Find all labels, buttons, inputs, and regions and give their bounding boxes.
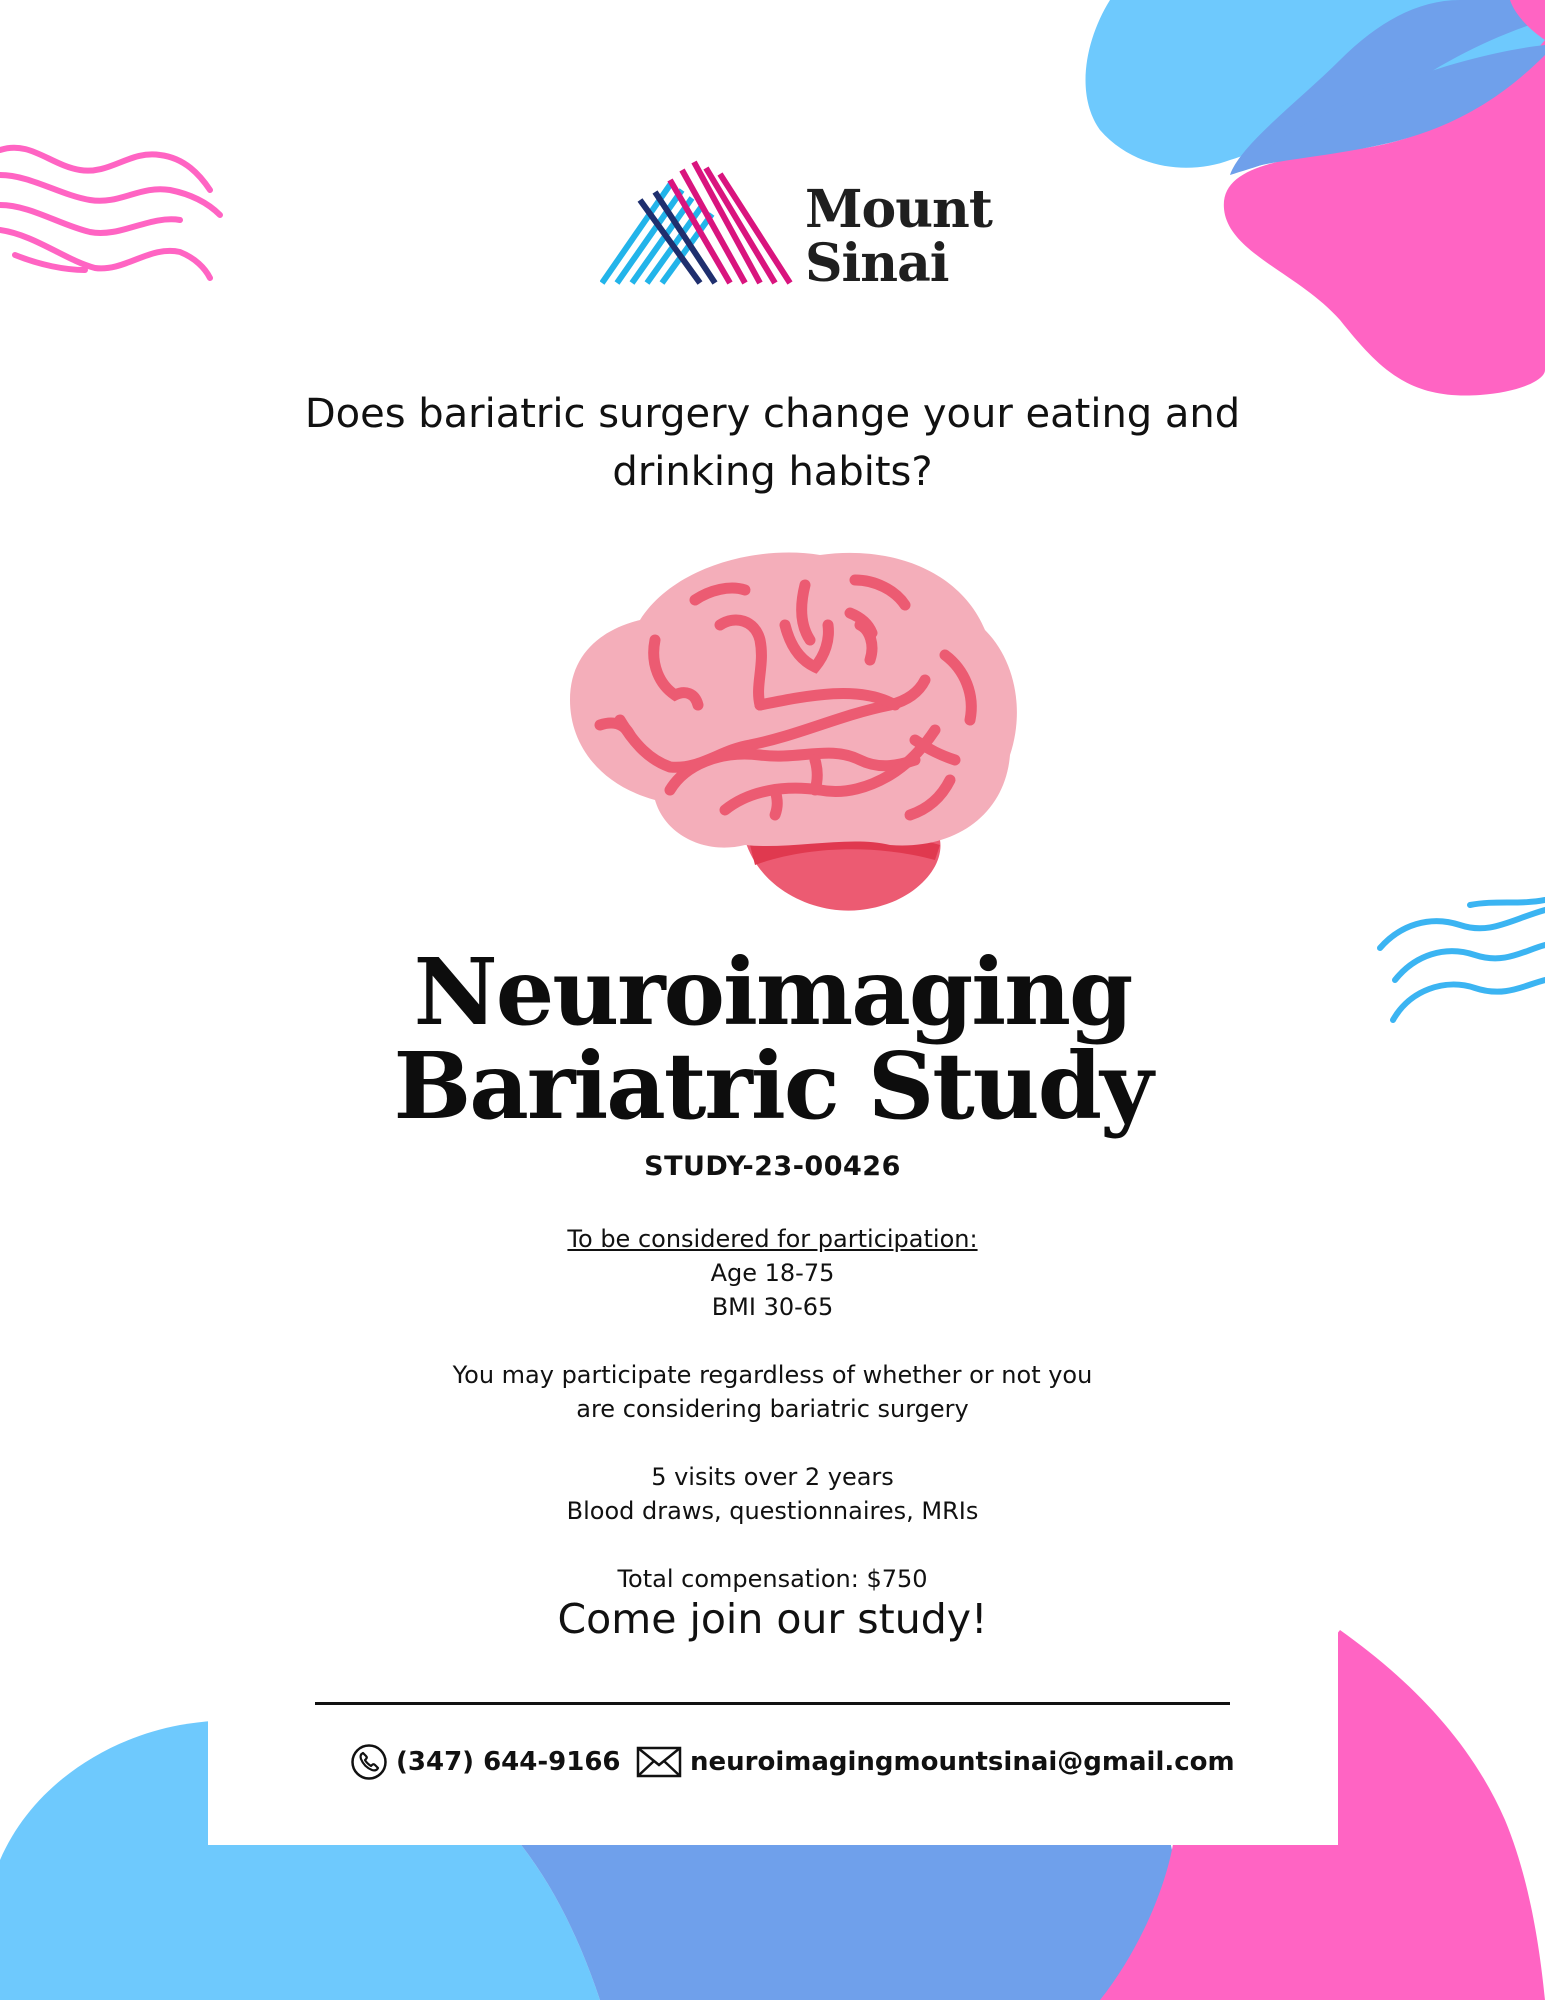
question-line-1: Does bariatric surgery change your eating and <box>304 391 1241 437</box>
eligibility-line-2: are considering bariatric surgery <box>576 1395 969 1423</box>
procedures-detail: Blood draws, questionnaires, MRIs <box>566 1497 979 1525</box>
phone-icon <box>350 1743 388 1781</box>
email-contact[interactable] <box>636 1740 1235 1784</box>
phone-contact[interactable] <box>350 1740 621 1784</box>
title-line-2: Bariatric Study <box>393 1032 1152 1140</box>
visits-detail: 5 visits over 2 years <box>651 1463 894 1491</box>
question-line-2: drinking habits? <box>612 449 933 495</box>
study-id: STUDY-23-00426 <box>644 1151 901 1182</box>
criteria-heading: To be considered for participation: <box>567 1225 978 1253</box>
headline-question <box>0 385 1545 501</box>
criteria-bmi: BMI 30-65 <box>711 1293 834 1321</box>
study-details <box>0 1222 1545 1596</box>
brain-illustration <box>560 545 1030 915</box>
email-address[interactable]: neuroimagingmountsinai@gmail.com <box>690 1747 1235 1777</box>
eligibility-line-1: You may participate regardless of whether or not you <box>452 1361 1093 1389</box>
pink-wave-decoration <box>0 148 220 278</box>
compensation: Total compensation: $750 <box>617 1565 928 1593</box>
logo-wordmark <box>805 179 992 294</box>
criteria-age: Age 18-75 <box>710 1259 835 1287</box>
divider-line <box>315 1702 1230 1705</box>
title-line-1: Neuroimaging <box>413 938 1132 1046</box>
logo-line-1: Mount <box>805 179 992 240</box>
envelope-icon <box>636 1745 682 1779</box>
phone-number[interactable]: (347) 644-9166 <box>396 1747 621 1777</box>
call-to-action: Come join our study! <box>557 1595 988 1643</box>
logo-line-2: Sinai <box>805 233 949 294</box>
study-title <box>0 938 1545 1140</box>
